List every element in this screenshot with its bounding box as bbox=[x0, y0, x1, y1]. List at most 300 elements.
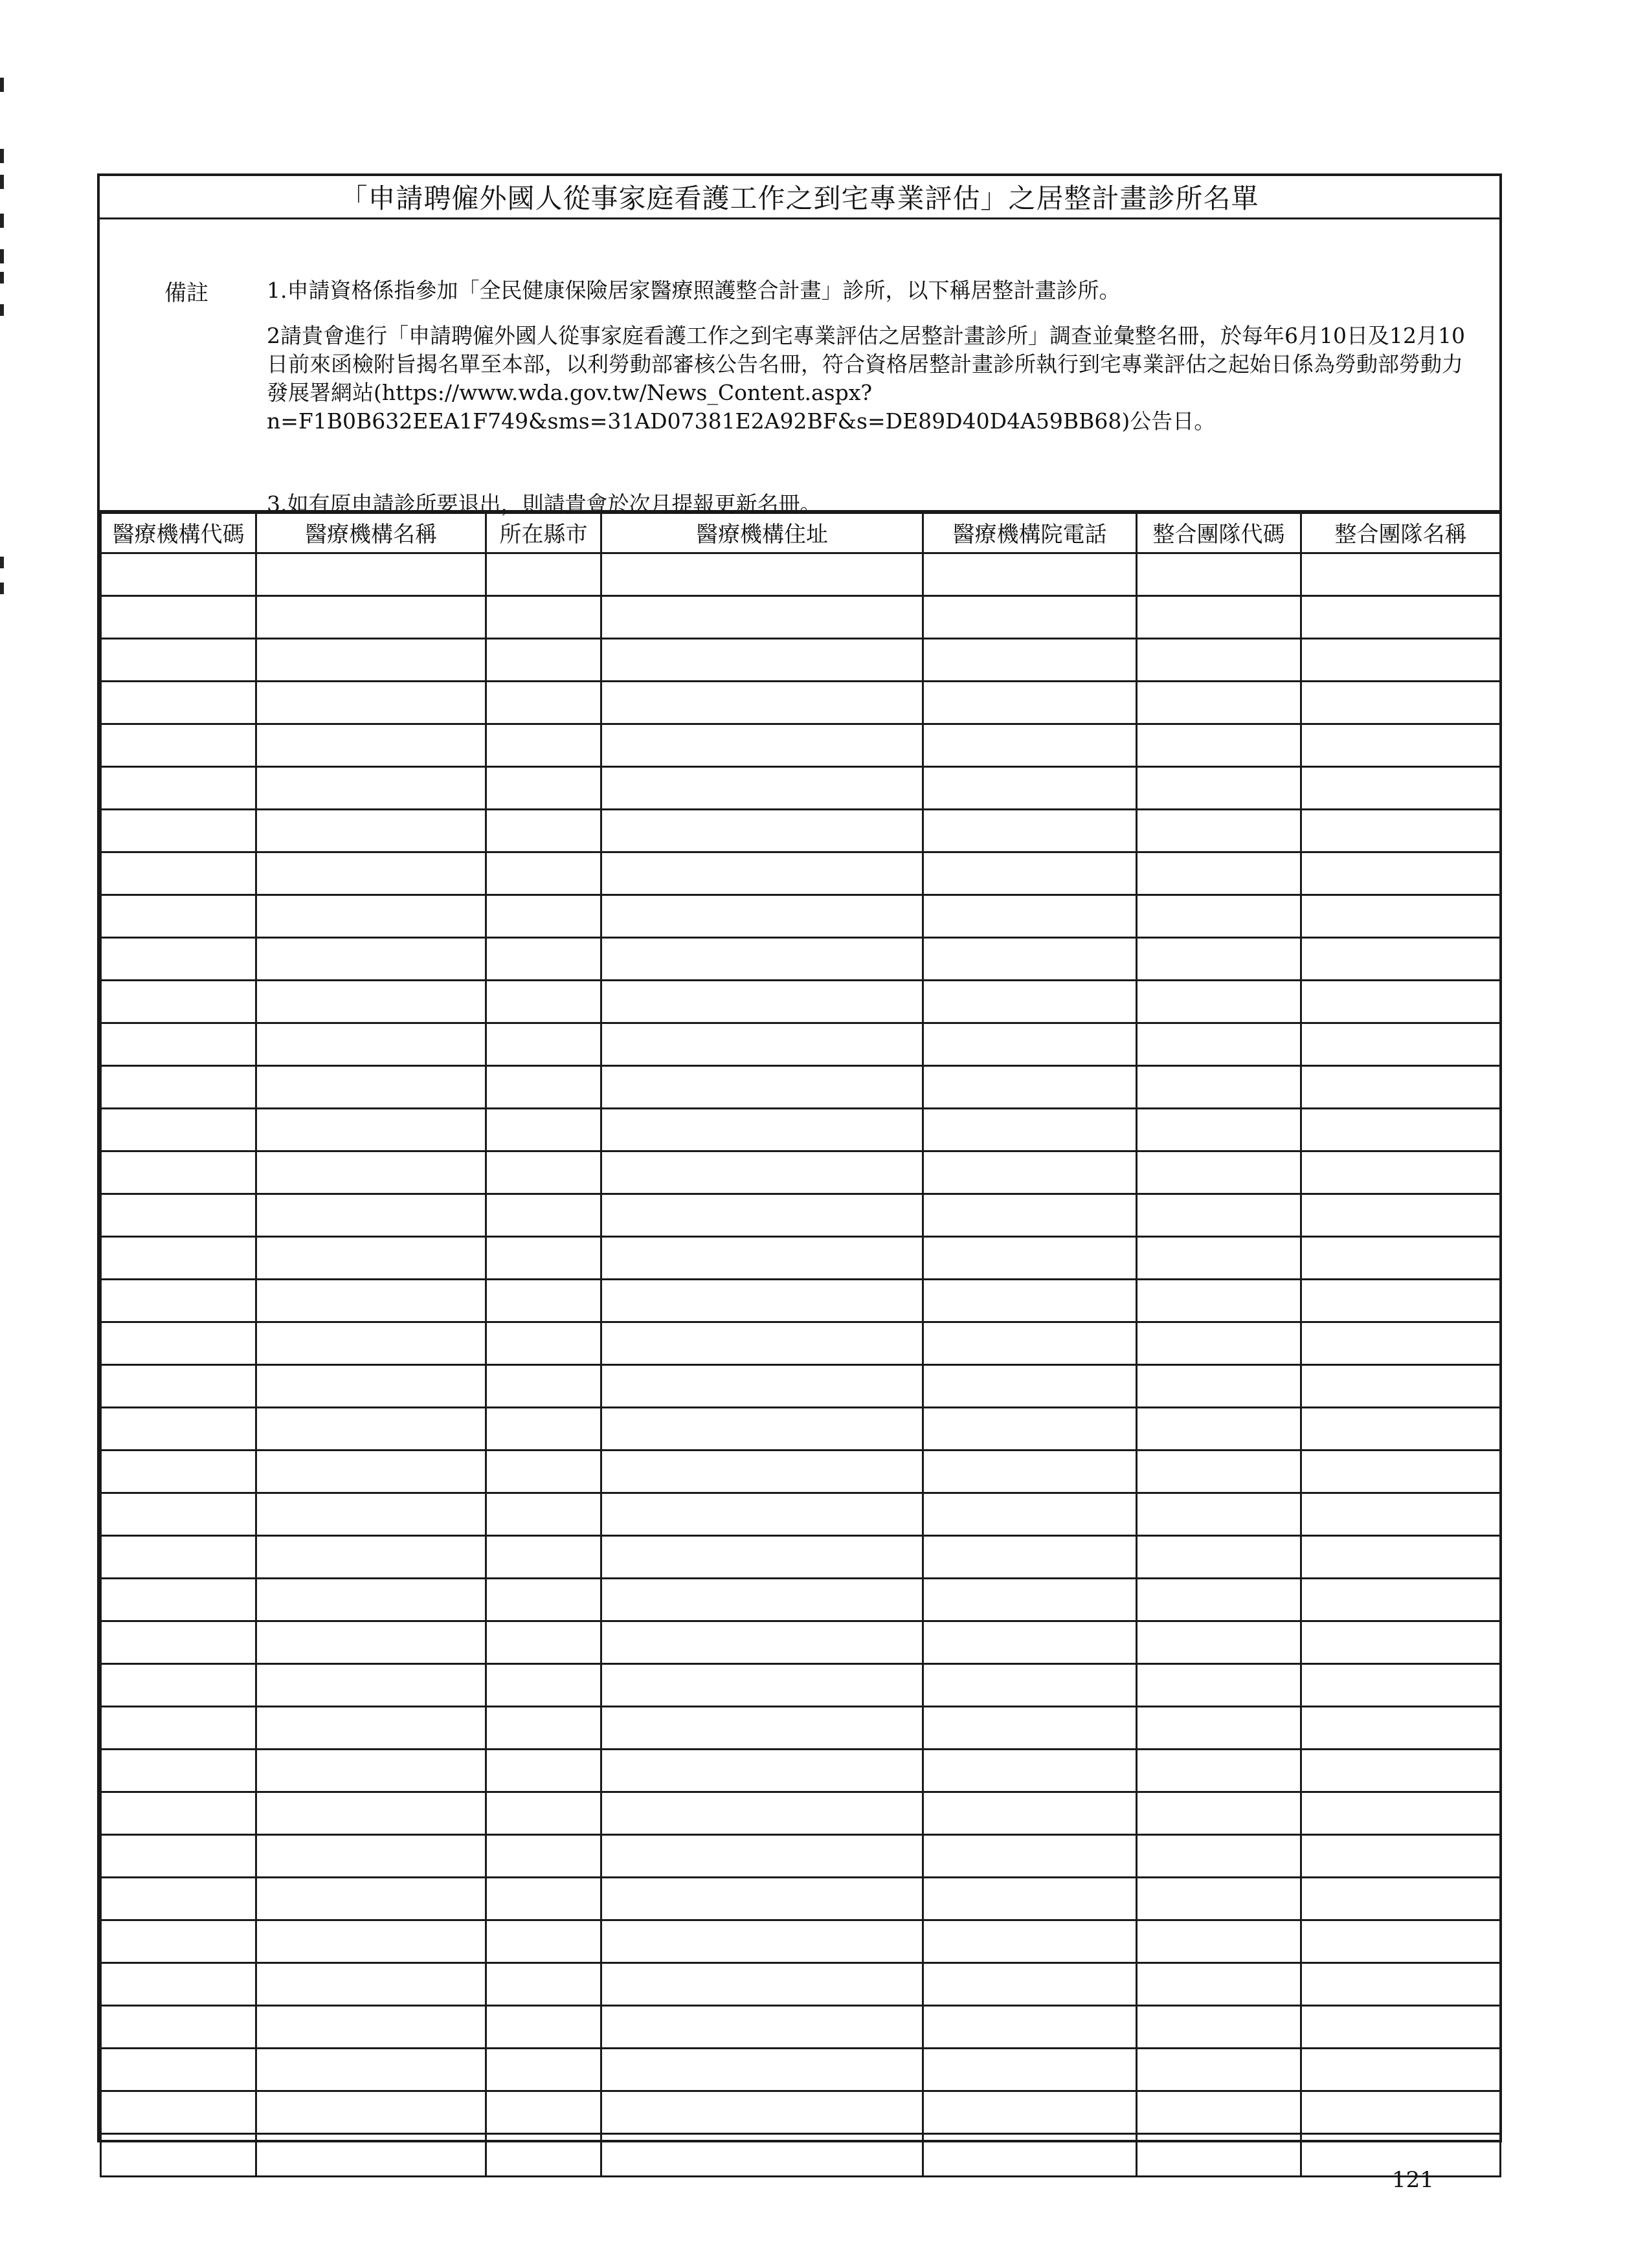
table-cell bbox=[1301, 1664, 1501, 1707]
table-cell bbox=[101, 639, 256, 682]
table-cell bbox=[923, 1408, 1137, 1451]
table-cell bbox=[256, 1408, 486, 1451]
table-cell bbox=[923, 1792, 1137, 1835]
table-cell bbox=[923, 682, 1137, 724]
table-cell bbox=[256, 1322, 486, 1365]
table-cell bbox=[923, 1023, 1137, 1066]
table-cell bbox=[1301, 1621, 1501, 1664]
table-cell bbox=[923, 1878, 1137, 1920]
table-cell bbox=[256, 1835, 486, 1878]
table-cell bbox=[1301, 1878, 1501, 1920]
table-cell bbox=[101, 2134, 256, 2177]
table-cell bbox=[923, 1280, 1137, 1322]
table-cell bbox=[923, 1322, 1137, 1365]
table-row bbox=[101, 1408, 1501, 1451]
table-cell bbox=[923, 1451, 1137, 1493]
table-cell bbox=[256, 1579, 486, 1621]
table-cell bbox=[923, 724, 1137, 767]
remarks-section bbox=[100, 219, 1499, 517]
table-cell bbox=[601, 1280, 923, 1322]
table-cell bbox=[486, 1194, 601, 1237]
table-cell bbox=[1301, 1835, 1501, 1878]
table-cell bbox=[486, 2134, 601, 2177]
table-cell bbox=[601, 1322, 923, 1365]
table-cell bbox=[101, 1493, 256, 1536]
table-row bbox=[101, 1109, 1501, 1151]
table-cell bbox=[486, 1066, 601, 1109]
table-cell bbox=[101, 1023, 256, 1066]
table-cell bbox=[1301, 1280, 1501, 1322]
table-cell bbox=[101, 553, 256, 596]
table-row bbox=[101, 596, 1501, 639]
table-row bbox=[101, 1322, 1501, 1365]
table-cell bbox=[486, 1792, 601, 1835]
table-cell bbox=[601, 1579, 923, 1621]
table-cell bbox=[101, 895, 256, 938]
table-cell bbox=[601, 1066, 923, 1109]
table-cell bbox=[923, 1493, 1137, 1536]
table-cell bbox=[101, 1963, 256, 2006]
table-cell bbox=[486, 1664, 601, 1707]
table-cell bbox=[256, 1621, 486, 1664]
page-number: 121 bbox=[1392, 2167, 1434, 2193]
table-cell bbox=[1137, 553, 1301, 596]
table-cell bbox=[1137, 2006, 1301, 2049]
table-cell bbox=[1137, 2091, 1301, 2134]
remark-note-2: 2請貴會進行「申請聘僱外國人從事家庭看護工作之到宅專業評估之居整計畫診所」調查並彙整名冊，於每年6月10日及12月10日前來函檢附旨揭名單至本部，以利勞動部審核公告名冊，符合資格居整計畫診所執行到宅專業評估之起始日係為勞動部勞動力發展署網站(https://www.wda.gov.tw/News_Content.aspx?n=F1B0B632EEA1F749&sms=31AD07381E2A92BF&s=DE89D40D4A59BB68)公告日。 bbox=[267, 323, 1465, 434]
table-cell bbox=[101, 1066, 256, 1109]
table-cell bbox=[101, 1194, 256, 1237]
clinic-list-form bbox=[97, 173, 1502, 2142]
table-cell bbox=[1301, 639, 1501, 682]
table-cell bbox=[1301, 1151, 1501, 1194]
table-row bbox=[101, 1920, 1501, 1963]
clinic-table bbox=[100, 510, 1501, 2177]
table-cell bbox=[486, 2006, 601, 2049]
table-row bbox=[101, 981, 1501, 1023]
table-row bbox=[101, 1579, 1501, 1621]
table-cell bbox=[1137, 682, 1301, 724]
table-cell bbox=[486, 1322, 601, 1365]
column-header-phone: 醫療機構院電話 bbox=[923, 511, 1137, 553]
table-cell bbox=[101, 2006, 256, 2049]
table-cell bbox=[486, 981, 601, 1023]
column-header-county-city: 所在縣市 bbox=[486, 511, 601, 553]
scan-edge-mark bbox=[0, 583, 4, 594]
table-cell bbox=[923, 810, 1137, 852]
table-cell bbox=[1301, 1493, 1501, 1536]
table-cell bbox=[101, 1664, 256, 1707]
table-cell bbox=[101, 2091, 256, 2134]
column-header-institution-code: 醫療機構代碼 bbox=[101, 511, 256, 553]
remark-note-3: 3.如有原申請診所要退出，則請貴會於次月提報更新名冊。 bbox=[267, 491, 822, 517]
table-cell bbox=[486, 1109, 601, 1151]
scan-edge-mark bbox=[0, 249, 4, 263]
table-cell bbox=[1137, 1579, 1301, 1621]
table-cell bbox=[923, 1664, 1137, 1707]
table-row bbox=[101, 682, 1501, 724]
table-cell bbox=[1137, 1621, 1301, 1664]
table-cell bbox=[1137, 767, 1301, 810]
table-cell bbox=[1301, 1707, 1501, 1750]
table-cell bbox=[1137, 1536, 1301, 1579]
table-cell bbox=[486, 1151, 601, 1194]
table-cell bbox=[486, 1493, 601, 1536]
table-cell bbox=[1301, 2091, 1501, 2134]
table-cell bbox=[101, 852, 256, 895]
table-cell bbox=[1301, 553, 1501, 596]
table-cell bbox=[601, 938, 923, 981]
table-cell bbox=[601, 1664, 923, 1707]
table-cell bbox=[486, 1408, 601, 1451]
table-cell bbox=[601, 1194, 923, 1237]
table-cell bbox=[923, 981, 1137, 1023]
table-cell bbox=[1301, 1963, 1501, 2006]
table-cell bbox=[486, 1878, 601, 1920]
table-cell bbox=[1137, 1664, 1301, 1707]
table-cell bbox=[101, 682, 256, 724]
table-cell bbox=[601, 1621, 923, 1664]
table-cell bbox=[101, 810, 256, 852]
table-cell bbox=[486, 1536, 601, 1579]
table-cell bbox=[486, 1451, 601, 1493]
table-cell bbox=[101, 1920, 256, 1963]
table-cell bbox=[601, 2091, 923, 2134]
table-cell bbox=[486, 2049, 601, 2091]
table-cell bbox=[601, 1835, 923, 1878]
table-cell bbox=[101, 1707, 256, 1750]
table-cell bbox=[923, 938, 1137, 981]
table-cell bbox=[101, 724, 256, 767]
table-cell bbox=[486, 724, 601, 767]
table-cell bbox=[256, 981, 486, 1023]
table-cell bbox=[101, 1365, 256, 1408]
column-header-team-name: 整合團隊名稱 bbox=[1301, 511, 1501, 553]
table-row bbox=[101, 1963, 1501, 2006]
table-cell bbox=[101, 2049, 256, 2091]
table-cell bbox=[1137, 1322, 1301, 1365]
table-cell bbox=[923, 1365, 1137, 1408]
table-cell bbox=[923, 895, 1137, 938]
table-cell bbox=[256, 1237, 486, 1280]
table-cell bbox=[101, 596, 256, 639]
table-cell bbox=[1137, 1066, 1301, 1109]
table-cell bbox=[101, 981, 256, 1023]
scan-edge-mark bbox=[0, 149, 4, 163]
table-cell bbox=[486, 767, 601, 810]
remark-note-1: 1.申請資格係指參加「全民健康保險居家醫療照護整合計畫」診所，以下稱居整計畫診所。 bbox=[267, 278, 1121, 303]
table-cell bbox=[1137, 2049, 1301, 2091]
table-cell bbox=[1301, 1109, 1501, 1151]
table-cell bbox=[923, 1750, 1137, 1792]
table-cell bbox=[256, 1280, 486, 1322]
table-cell bbox=[601, 1963, 923, 2006]
table-row bbox=[101, 1280, 1501, 1322]
table-cell bbox=[1301, 2006, 1501, 2049]
table-cell bbox=[1137, 1451, 1301, 1493]
table-cell bbox=[1301, 1792, 1501, 1835]
table-cell bbox=[256, 1792, 486, 1835]
table-cell bbox=[1137, 1237, 1301, 1280]
table-cell bbox=[601, 1237, 923, 1280]
table-cell bbox=[1301, 1451, 1501, 1493]
table-cell bbox=[256, 2049, 486, 2091]
table-cell bbox=[601, 1750, 923, 1792]
table-cell bbox=[486, 1963, 601, 2006]
table-cell bbox=[1301, 852, 1501, 895]
table-cell bbox=[601, 1493, 923, 1536]
table-cell bbox=[1137, 1835, 1301, 1878]
table-cell bbox=[101, 1109, 256, 1151]
table-cell bbox=[601, 724, 923, 767]
clinic-table-body bbox=[101, 553, 1501, 2177]
table-cell bbox=[1137, 1151, 1301, 1194]
table-cell bbox=[601, 852, 923, 895]
table-row bbox=[101, 1835, 1501, 1878]
table-cell bbox=[601, 1023, 923, 1066]
table-cell bbox=[486, 852, 601, 895]
table-cell bbox=[1301, 1579, 1501, 1621]
table-cell bbox=[1137, 1023, 1301, 1066]
table-row bbox=[101, 1066, 1501, 1109]
table-cell bbox=[101, 1579, 256, 1621]
table-cell bbox=[1137, 1792, 1301, 1835]
table-row bbox=[101, 1536, 1501, 1579]
table-cell bbox=[486, 1750, 601, 1792]
table-cell bbox=[1137, 2134, 1301, 2177]
table-cell bbox=[101, 938, 256, 981]
table-row bbox=[101, 2006, 1501, 2049]
table-cell bbox=[256, 1664, 486, 1707]
table-cell bbox=[923, 553, 1137, 596]
table-row bbox=[101, 1151, 1501, 1194]
table-cell bbox=[256, 596, 486, 639]
table-cell bbox=[601, 682, 923, 724]
table-row bbox=[101, 1621, 1501, 1664]
table-row bbox=[101, 2049, 1501, 2091]
table-cell bbox=[256, 1023, 486, 1066]
table-cell bbox=[601, 895, 923, 938]
table-cell bbox=[486, 1621, 601, 1664]
table-row bbox=[101, 724, 1501, 767]
table-cell bbox=[256, 553, 486, 596]
table-cell bbox=[101, 1237, 256, 1280]
table-row bbox=[101, 1792, 1501, 1835]
table-cell bbox=[101, 1451, 256, 1493]
table-row bbox=[101, 553, 1501, 596]
table-row bbox=[101, 895, 1501, 938]
table-cell bbox=[486, 596, 601, 639]
table-cell bbox=[1137, 1194, 1301, 1237]
table-cell bbox=[256, 1194, 486, 1237]
table-cell bbox=[486, 1280, 601, 1322]
table-cell bbox=[923, 2134, 1137, 2177]
table-cell bbox=[1301, 1408, 1501, 1451]
table-cell bbox=[1301, 1023, 1501, 1066]
table-cell bbox=[1137, 981, 1301, 1023]
scan-edge-mark bbox=[0, 304, 4, 316]
table-cell bbox=[601, 1920, 923, 1963]
table-cell bbox=[601, 1536, 923, 1579]
table-cell bbox=[601, 596, 923, 639]
table-cell bbox=[486, 895, 601, 938]
table-cell bbox=[101, 1280, 256, 1322]
table-cell bbox=[1301, 767, 1501, 810]
table-row bbox=[101, 1451, 1501, 1493]
table-cell bbox=[1137, 938, 1301, 981]
table-cell bbox=[1301, 981, 1501, 1023]
table-cell bbox=[486, 1023, 601, 1066]
table-row bbox=[101, 852, 1501, 895]
table-cell bbox=[923, 1237, 1137, 1280]
table-cell bbox=[601, 1151, 923, 1194]
scan-edge-mark bbox=[0, 272, 4, 284]
table-cell bbox=[256, 724, 486, 767]
table-cell bbox=[256, 1536, 486, 1579]
table-cell bbox=[256, 895, 486, 938]
table-cell bbox=[101, 1621, 256, 1664]
column-header-institution-name: 醫療機構名稱 bbox=[256, 511, 486, 553]
table-cell bbox=[1301, 2049, 1501, 2091]
table-cell bbox=[486, 1835, 601, 1878]
table-cell bbox=[256, 1151, 486, 1194]
table-cell bbox=[256, 1066, 486, 1109]
table-cell bbox=[923, 1835, 1137, 1878]
table-cell bbox=[1301, 1066, 1501, 1109]
table-cell bbox=[101, 1151, 256, 1194]
table-cell bbox=[601, 553, 923, 596]
table-cell bbox=[923, 1920, 1137, 1963]
table-cell bbox=[1137, 1408, 1301, 1451]
table-cell bbox=[601, 2134, 923, 2177]
table-cell bbox=[1301, 724, 1501, 767]
table-cell bbox=[601, 2006, 923, 2049]
table-cell bbox=[1137, 1963, 1301, 2006]
table-cell bbox=[486, 810, 601, 852]
table-cell bbox=[601, 1365, 923, 1408]
table-cell bbox=[1137, 596, 1301, 639]
table-cell bbox=[486, 639, 601, 682]
table-cell bbox=[1137, 724, 1301, 767]
table-cell bbox=[1301, 1920, 1501, 1963]
table-cell bbox=[101, 1878, 256, 1920]
scan-edge-mark bbox=[0, 78, 4, 92]
table-row bbox=[101, 1664, 1501, 1707]
table-cell bbox=[923, 767, 1137, 810]
table-cell bbox=[486, 682, 601, 724]
table-cell bbox=[256, 1750, 486, 1792]
table-cell bbox=[256, 2006, 486, 2049]
table-cell bbox=[1137, 1920, 1301, 1963]
table-cell bbox=[256, 852, 486, 895]
table-cell bbox=[486, 938, 601, 981]
table-cell bbox=[601, 639, 923, 682]
table-row bbox=[101, 1194, 1501, 1237]
table-cell bbox=[923, 1109, 1137, 1151]
table-cell bbox=[601, 1792, 923, 1835]
table-cell bbox=[1137, 895, 1301, 938]
table-row bbox=[101, 1493, 1501, 1536]
table-row bbox=[101, 767, 1501, 810]
table-cell bbox=[1137, 1750, 1301, 1792]
table-cell bbox=[923, 852, 1137, 895]
table-cell bbox=[923, 1621, 1137, 1664]
table-cell bbox=[1301, 1194, 1501, 1237]
table-row bbox=[101, 639, 1501, 682]
table-cell bbox=[1137, 1109, 1301, 1151]
table-cell bbox=[1137, 639, 1301, 682]
table-cell bbox=[1301, 596, 1501, 639]
table-cell bbox=[256, 639, 486, 682]
table-cell bbox=[601, 1878, 923, 1920]
table-cell bbox=[256, 1963, 486, 2006]
table-cell bbox=[923, 1194, 1137, 1237]
table-cell bbox=[486, 553, 601, 596]
scan-edge-mark bbox=[0, 214, 4, 228]
table-row bbox=[101, 1237, 1501, 1280]
form-title: 「申請聘僱外國人從事家庭看護工作之到宅專業評估」之居整計畫診所名單 bbox=[100, 176, 1499, 219]
table-cell bbox=[923, 1536, 1137, 1579]
table-cell bbox=[1301, 1365, 1501, 1408]
table-cell bbox=[923, 1707, 1137, 1750]
table-cell bbox=[256, 1109, 486, 1151]
table-cell bbox=[101, 1792, 256, 1835]
table-cell bbox=[256, 2091, 486, 2134]
table-row bbox=[101, 1023, 1501, 1066]
table-cell bbox=[601, 1109, 923, 1151]
table-cell bbox=[923, 1066, 1137, 1109]
table-cell bbox=[923, 596, 1137, 639]
table-cell bbox=[923, 1151, 1137, 1194]
column-header-team-code: 整合團隊代碼 bbox=[1137, 511, 1301, 553]
table-cell bbox=[601, 767, 923, 810]
table-row bbox=[101, 2134, 1501, 2177]
table-cell bbox=[923, 2091, 1137, 2134]
table-cell bbox=[601, 981, 923, 1023]
table-cell bbox=[923, 1963, 1137, 2006]
table-cell bbox=[256, 767, 486, 810]
table-row bbox=[101, 810, 1501, 852]
table-header-row bbox=[101, 511, 1501, 553]
table-cell bbox=[486, 2091, 601, 2134]
table-cell bbox=[1301, 1322, 1501, 1365]
table-cell bbox=[1137, 810, 1301, 852]
table-cell bbox=[256, 1451, 486, 1493]
table-cell bbox=[1301, 895, 1501, 938]
table-cell bbox=[101, 767, 256, 810]
table-cell bbox=[1137, 1707, 1301, 1750]
table-cell bbox=[486, 1365, 601, 1408]
table-cell bbox=[256, 682, 486, 724]
table-cell bbox=[256, 1365, 486, 1408]
table-cell bbox=[1301, 1237, 1501, 1280]
table-cell bbox=[1137, 1493, 1301, 1536]
table-cell bbox=[256, 810, 486, 852]
table-row bbox=[101, 1707, 1501, 1750]
table-cell bbox=[101, 1408, 256, 1451]
table-row bbox=[101, 1365, 1501, 1408]
table-cell bbox=[486, 1920, 601, 1963]
table-row bbox=[101, 1878, 1501, 1920]
table-cell bbox=[601, 810, 923, 852]
table-cell bbox=[256, 938, 486, 981]
scan-edge-mark bbox=[0, 557, 4, 568]
scan-edge-mark bbox=[0, 175, 4, 189]
table-cell bbox=[923, 1579, 1137, 1621]
table-row bbox=[101, 938, 1501, 981]
table-cell bbox=[486, 1237, 601, 1280]
table-cell bbox=[256, 1878, 486, 1920]
